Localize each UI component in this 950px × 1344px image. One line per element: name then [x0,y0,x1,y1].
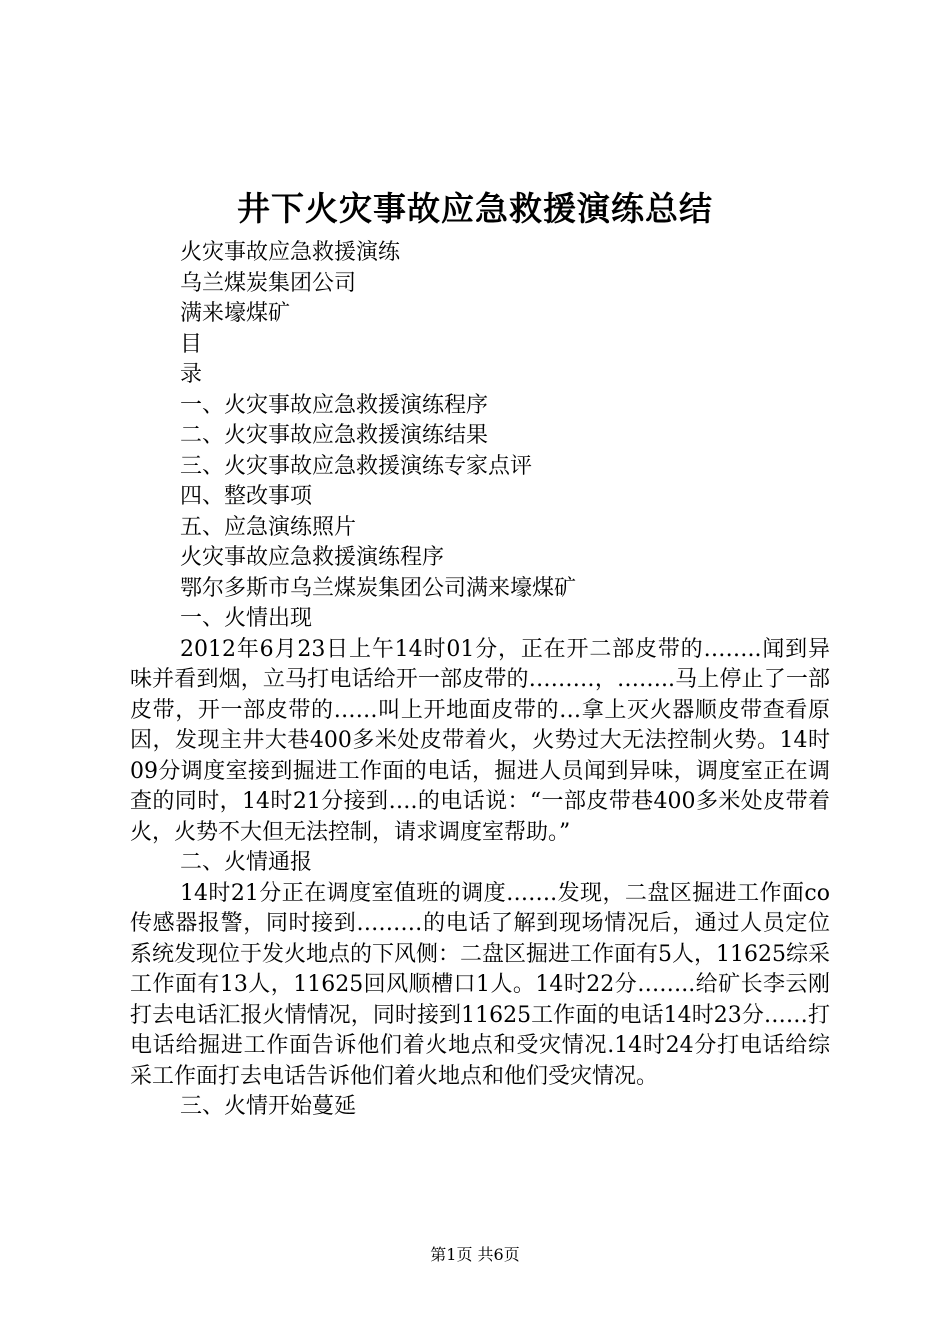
paragraph-fire-report: 14时21分正在调度室值班的调度…….发现，二盘区掘进工作面co传感器报警，同时接到………的电话了解到现场情况后，通过人员定位系统发现位于发火地点的下风侧：二盘区掘进工作面有5人，11625综采工作面有13人，11625回风顺槽口1人。14时22分……..给矿长李云刚打去电话汇报火情情况，同时接到11625工作面的电话14时23分……打电话给掘进工作面告诉他们着火地点和受灾情况.14时24分打电话给综采工作面打去电话告诉他们着火地点和他们受灾情况。 [130,880,830,1089]
toc-item-1: 一、火灾事故应急救援演练程序 [180,392,489,418]
cover-line-mine: 满来壕煤矿 [180,301,291,326]
cover-line-company: 乌兰煤炭集团公司 [180,270,357,296]
section-organization: 鄂尔多斯市乌兰煤炭集团公司满来壕煤矿 [180,575,577,601]
heading-fire-spread: 三、火情开始蔓延 [180,1094,357,1119]
toc-item-2: 二、火灾事故应急救援演练结果 [180,423,489,448]
document-body [130,238,830,1123]
heading-fire-appears: 一、火情出现 [180,606,313,631]
cover-line-drill: 火灾事故应急救援演练 [180,240,401,265]
toc-heading-part1: 目 [180,331,203,357]
toc-item-5: 五、应急演练照片 [180,514,357,540]
paragraph-fire-appears: 2012年6月23日上午14时01分，正在开二部皮带的……..闻到异味并看到烟，立马打电话给开一部皮带的………，……..马上停止了一部皮带，开一部皮带的……叫上开地面皮带的…拿上灭火器顺皮带查看原因，发现主井大巷400多米处皮带着火，火势过大无法控制火势。14时09分调度室接到掘进工作面的电话，掘进人员闻到异味，调度室正在调查的同时，14时21分接到….的电话说：“一部皮带巷400多米处皮带着火，火势不大但无法控制，请求调度室帮助。” [130,636,830,845]
toc-heading-part2: 录 [180,362,203,387]
toc-item-3: 三、火灾事故应急救援演练专家点评 [180,453,533,479]
toc-item-4: 四、整改事项 [180,484,313,509]
document-title: 井下火灾事故应急救援演练总结 [237,189,713,228]
heading-fire-report: 二、火情通报 [180,850,313,875]
page-footer: 第1页 共6页 [430,1245,520,1264]
section-title: 火灾事故应急救援演练程序 [180,545,445,570]
